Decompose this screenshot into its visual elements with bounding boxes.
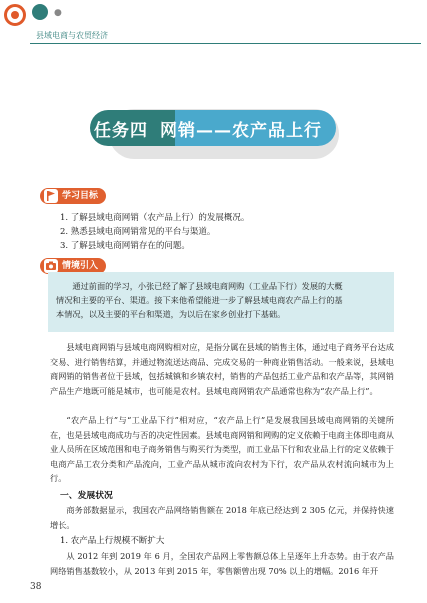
section-heading: 一、发展状况 xyxy=(60,491,113,501)
intro-heading: 情境引入 xyxy=(62,261,99,271)
goals-badge xyxy=(40,188,106,204)
flag-icon xyxy=(44,189,58,203)
camera-icon xyxy=(44,259,58,273)
page-number: 38 xyxy=(30,582,42,592)
paragraph: “农产品上行”与“工业品下行”相对应，“农产品上行”是发展我国县域电商网销的关键所在，也是县域电商成功与否的决定性因素。县域电商网销和网购的定义依赖于电商主体即电商从业人员所在区域范围和电子商务销售与购买行为类型，而工业品下行和农业品上行的定义依赖于电商产品工农分类和产品流向，工业产品从城市流向农村为下行，农产品从农村流向城市为上行。 xyxy=(50,415,394,483)
intro-line: 情况和主要的平台、渠道。接下来他希望能进一步了解县域电商农产品上行的基 xyxy=(56,295,343,305)
target-center xyxy=(11,11,19,19)
goal-item: 1. 了解县域电商网销（农产品上行）的发展概况。 xyxy=(60,213,250,223)
goal-item: 2. 熟悉县域电商网销常见的平台与渠道。 xyxy=(60,227,216,237)
paragraph: 从 2012 年到 2019 年 6 月，全国农产品网上零售额总体上呈逐年上升态势。由于农产品网络销售基数较小，从 2013 年到 2015 年，零售额曾出现 70% 以上的增幅。2016 年开 xyxy=(50,551,394,576)
subsection-heading: 1. 农产品上行规模不断扩大 xyxy=(60,536,165,546)
task-title: 网销——农产品上行 xyxy=(160,121,322,141)
intro-line: 通过前面的学习，小张已经了解了县域电商网购（工业品下行）发展的大概 xyxy=(72,281,343,291)
book-title: 县域电商与农贸经济 xyxy=(36,31,108,40)
task-label: 任务四 xyxy=(94,121,148,141)
header-divider xyxy=(30,43,421,44)
signal-icon: ● xyxy=(54,8,62,18)
paragraph: 商务部数据显示，我国农产品网络销售额在 2018 年底已经达到 2 305 亿元，并保持快速增长。 xyxy=(50,505,394,530)
goal-item: 3. 了解县域电商网销存在的问题。 xyxy=(60,241,190,251)
paragraph: 县域电商网销与县域电商网购相对应，是指分属在县域的销售主体，通过电子商务平台达成交易、进行销售结算，并通过物流送达商品、完成交易的一种商业销售活动。一般来说，县域电商网销的销售者位于县域，包括城镇和乡镇农村，销售的产品包括工业产品和农产品等，其网销产品生产地既可能是城市，也可能是农村。县域电商网销农产品通常也称为“农产品上行”。 xyxy=(50,342,394,396)
globe-icon xyxy=(32,4,48,20)
goals-heading: 学习目标 xyxy=(62,191,99,201)
intro-line: 本情况，以及主要的平台和渠道，为以后在家乡创业打下基础。 xyxy=(56,309,286,319)
